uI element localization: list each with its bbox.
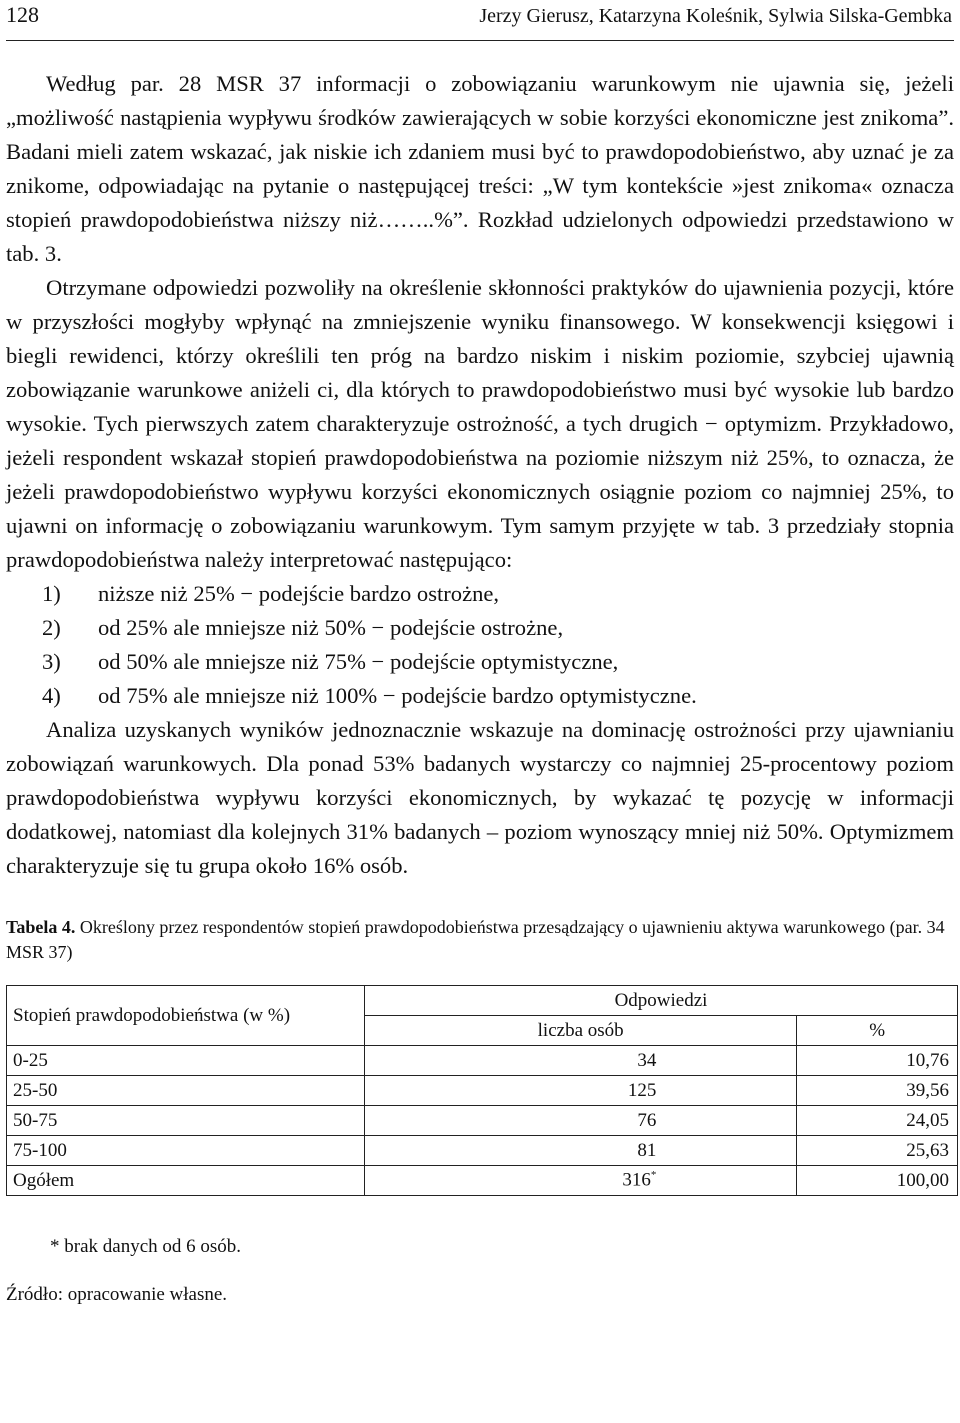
cell-percent: 39,56	[797, 1076, 958, 1106]
list-item	[6, 679, 954, 713]
cell-count: 76	[365, 1106, 797, 1136]
table-caption-label: Tabela 4.	[6, 917, 76, 937]
cell-total-percent: 100,00	[797, 1166, 958, 1196]
list-number: 3)	[42, 649, 61, 674]
body-text	[6, 67, 954, 883]
cell-percent: 25,63	[797, 1136, 958, 1166]
list-text: od 25% ale mniejsze niż 50% − podejście ostrożne,	[98, 615, 564, 640]
table-header-row	[7, 986, 958, 1016]
cell-total-label: Ogółem	[7, 1166, 365, 1196]
cell-percent: 10,76	[797, 1046, 958, 1076]
table-row	[7, 1046, 958, 1076]
cell-count: 34	[365, 1046, 797, 1076]
total-count-value: 316	[622, 1169, 651, 1191]
table-caption	[6, 915, 954, 965]
cell-total-count	[365, 1166, 797, 1196]
list-number: 1)	[42, 581, 61, 606]
interpretation-list	[6, 577, 954, 713]
paragraph: Według par. 28 MSR 37 informacji o zobowiązaniu warunkowym nie ujawnia się, jeżeli „możliwość nastąpienia wypływu środków zawierających w sobie korzyści ekonomiczne jest znikoma”. Badani mieli zatem wskazać, jak niskie ich zdaniem musi być to prawdopodobieństwo, aby uznać je za znikome, odpowiadając na pytanie o następującej treści: „W tym kontekście »jest znikoma« oznacza stopień prawdopodobieństwa niższy niż……..%”. Rozkład udzielonych odpowiedzi przedstawiono w tab. 3.	[6, 71, 954, 266]
cell-count: 125	[365, 1076, 797, 1106]
table-row	[7, 1076, 958, 1106]
list-text: od 75% ale mniejsze niż 100% − podejście bardzo optymistyczne.	[98, 683, 697, 708]
running-header	[6, 0, 954, 41]
col-header-percent: %	[797, 1016, 958, 1046]
list-item	[6, 611, 954, 645]
col-header-count: liczba osób	[365, 1016, 797, 1046]
col-header-group: Odpowiedzi	[365, 986, 958, 1016]
table-caption-text: Określony przez respondentów stopień prawdopodobieństwa przesądzający o ujawnieniu aktywa warunkowego (par. 34 MSR 37)	[6, 917, 945, 962]
footnote-mark: *	[650, 1169, 657, 1182]
list-text: niższe niż 25% − podejście bardzo ostrożne,	[98, 581, 500, 606]
table-row	[7, 1106, 958, 1136]
table-source: Źródło: opracowanie własne.	[6, 1284, 228, 1305]
cell-count: 81	[365, 1136, 797, 1166]
cell-range: 0-25	[7, 1046, 365, 1076]
list-text: od 50% ale mniejsze niż 75% − podejście optymistyczne,	[98, 649, 619, 674]
list-item	[6, 577, 954, 611]
page-number: 128	[6, 2, 39, 27]
list-number: 2)	[42, 615, 61, 640]
cell-range: 25-50	[7, 1076, 365, 1106]
paragraph: Analiza uzyskanych wyników jednoznacznie wskazuje na dominację ostrożności przy ujawnianiu zobowiązań warunkowych. Dla ponad 53% badanych wystarczy co najmniej 25-procentowy poziom prawdopodobieństwa wypływu korzyści ekonomicznych, by wykazać tę pozycję w informacji dodatkowej, natomiast dla kolejnych 31% badanych – poziom wynoszący mniej niż 50%. Optymizmem charakteryzuje się tu grupa około 16% osób.	[6, 717, 954, 878]
paragraph: Otrzymane odpowiedzi pozwoliły na określenie skłonności praktyków do ujawnienia pozycji, które w przyszłości mogłyby wpłynąć na zmniejszenie wyniku finansowego. W konsekwencji księgowi i biegli rewidenci, którzy określili ten próg na bardzo niskim i niskim poziomie, szybciej ujawnią zobowiązanie warunkowe aniżeli ci, dla których to prawdopodobieństwo musi być wysokie lub bardzo wysokie. Tych pierwszych zatem charakteryzuje ostrożność, a tych drugich − optymizm. Przykładowo, jeżeli respondent wskazał stopień prawdopodobieństwa na poziomie niższym niż 25%, to oznacza, że jeżeli prawdopodobieństwo wypływu korzyści ekonomicznych osiągnie poziom co najmniej 25%, to ujawni on informację o zobowiązaniu warunkowym. Tym samym przyjęte w tab. 3 przedziały stopnia prawdopodobieństwa należy interpretować następująco:	[6, 275, 954, 572]
list-item	[6, 645, 954, 679]
cell-range: 75-100	[7, 1136, 365, 1166]
col-header-range: Stopień prawdopodobieństwa (w %)	[7, 986, 365, 1046]
data-table	[6, 985, 958, 1196]
header-authors: Jerzy Gierusz, Katarzyna Koleśnik, Sylwia Silska-Gembka	[479, 5, 952, 27]
table-row	[7, 1136, 958, 1166]
cell-range: 50-75	[7, 1106, 365, 1136]
list-number: 4)	[42, 683, 61, 708]
table-footnote: * brak danych od 6 osób.	[50, 1236, 242, 1257]
table-total-row	[7, 1166, 958, 1196]
cell-percent: 24,05	[797, 1106, 958, 1136]
